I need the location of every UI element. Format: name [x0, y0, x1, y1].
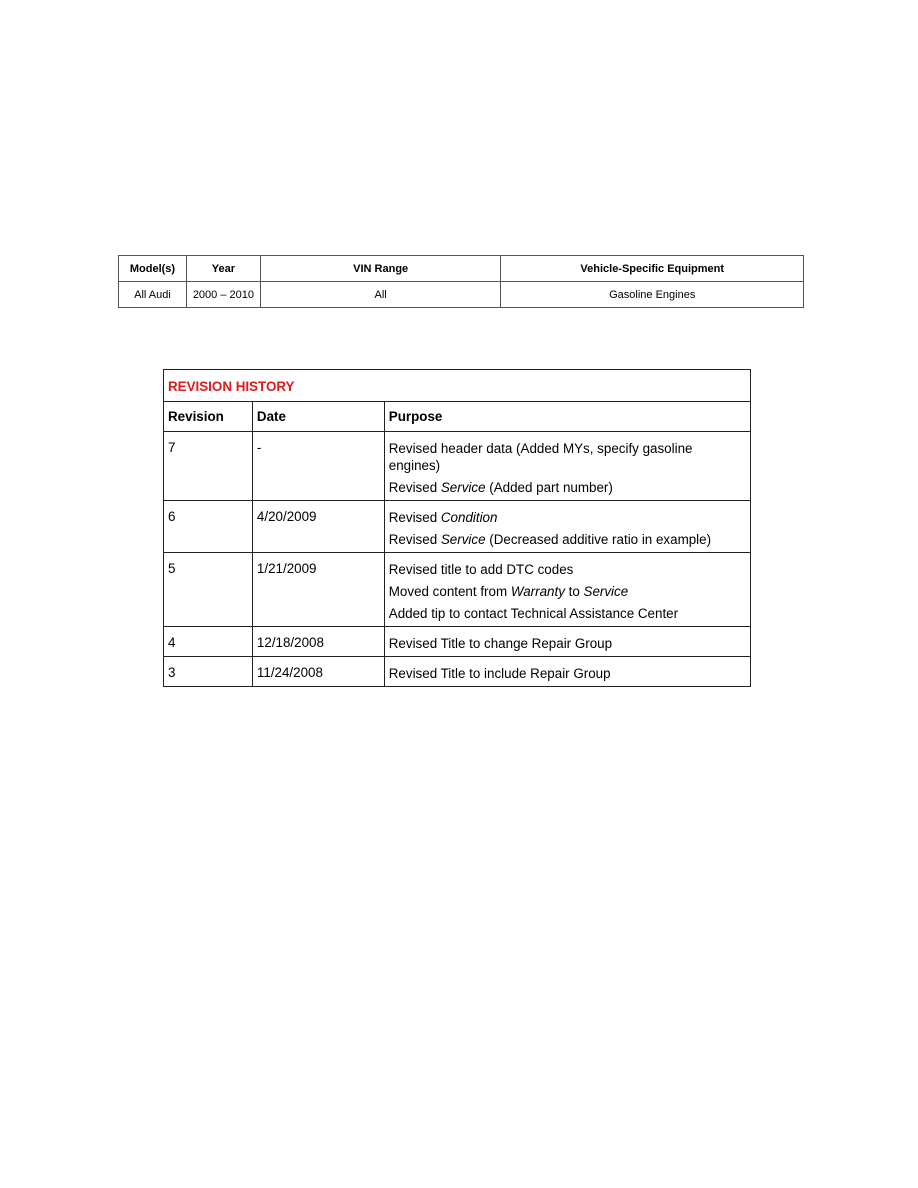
- revision-purpose: [384, 501, 750, 553]
- purpose-emphasis: Service: [440, 532, 486, 547]
- purpose-emphasis: Warranty: [510, 584, 565, 599]
- purpose-text: to: [564, 584, 584, 599]
- header-revision: Revision: [164, 402, 253, 432]
- revision-date: 4/20/2009: [252, 501, 384, 553]
- revision-date: 1/21/2009: [252, 553, 384, 627]
- purpose-line: [389, 665, 746, 682]
- purpose-text: Moved content from: [388, 584, 511, 599]
- revision-number: 3: [164, 657, 253, 687]
- purpose-text: (Decreased additive ratio in example): [485, 532, 712, 547]
- purpose-line: [389, 531, 746, 548]
- revision-number: 7: [164, 432, 253, 501]
- revision-history-title: REVISION HISTORY: [164, 370, 751, 402]
- vehicle-table-header-row: [119, 256, 804, 282]
- purpose-text: Revised: [388, 532, 441, 547]
- purpose-text: Added tip to contact Technical Assistance Center: [388, 606, 679, 621]
- revision-date: 11/24/2008: [252, 657, 384, 687]
- revision-number: 5: [164, 553, 253, 627]
- purpose-line: [389, 561, 746, 578]
- purpose-line: [389, 605, 746, 622]
- cell-vin-range: All: [260, 282, 501, 308]
- purpose-line: [389, 440, 746, 474]
- purpose-emphasis: Service: [583, 584, 629, 599]
- revision-purpose: [384, 432, 750, 501]
- purpose-text: Revised: [388, 480, 441, 495]
- header-vin-range: VIN Range: [260, 256, 501, 282]
- revision-purpose: [384, 657, 750, 687]
- cell-models: All Audi: [119, 282, 187, 308]
- revision-row: [164, 627, 751, 657]
- revision-header-row: [164, 402, 751, 432]
- cell-vehicle-equipment: Gasoline Engines: [501, 282, 804, 308]
- revision-date: -: [252, 432, 384, 501]
- revision-row: [164, 501, 751, 553]
- revision-row: [164, 432, 751, 501]
- header-year: Year: [186, 256, 260, 282]
- vehicle-applicability-table: [118, 255, 804, 308]
- vehicle-table-row: [119, 282, 804, 308]
- revision-row: [164, 657, 751, 687]
- revision-history-table: [163, 369, 751, 687]
- revision-row: [164, 553, 751, 627]
- header-models: Model(s): [119, 256, 187, 282]
- revision-purpose: [384, 553, 750, 627]
- purpose-line: [389, 635, 746, 652]
- purpose-text: Revised Title to change Repair Group: [388, 636, 613, 651]
- cell-year: 2000 – 2010: [186, 282, 260, 308]
- revision-date: 12/18/2008: [252, 627, 384, 657]
- header-purpose: Purpose: [384, 402, 750, 432]
- purpose-text: Revised Title to include Repair Group: [388, 666, 611, 681]
- header-vehicle-equipment: Vehicle-Specific Equipment: [501, 256, 804, 282]
- purpose-line: [389, 583, 746, 600]
- purpose-text: Revised header data (Added MYs, specify gasoline engines): [388, 441, 693, 473]
- purpose-emphasis: Condition: [440, 510, 498, 525]
- revision-number: 4: [164, 627, 253, 657]
- revision-purpose: [384, 627, 750, 657]
- purpose-line: [389, 479, 746, 496]
- purpose-text: Revised: [388, 510, 441, 525]
- purpose-text: (Added part number): [485, 480, 613, 495]
- purpose-text: Revised title to add DTC codes: [388, 562, 574, 577]
- header-date: Date: [252, 402, 384, 432]
- purpose-emphasis: Service: [440, 480, 486, 495]
- purpose-line: [389, 509, 746, 526]
- revision-number: 6: [164, 501, 253, 553]
